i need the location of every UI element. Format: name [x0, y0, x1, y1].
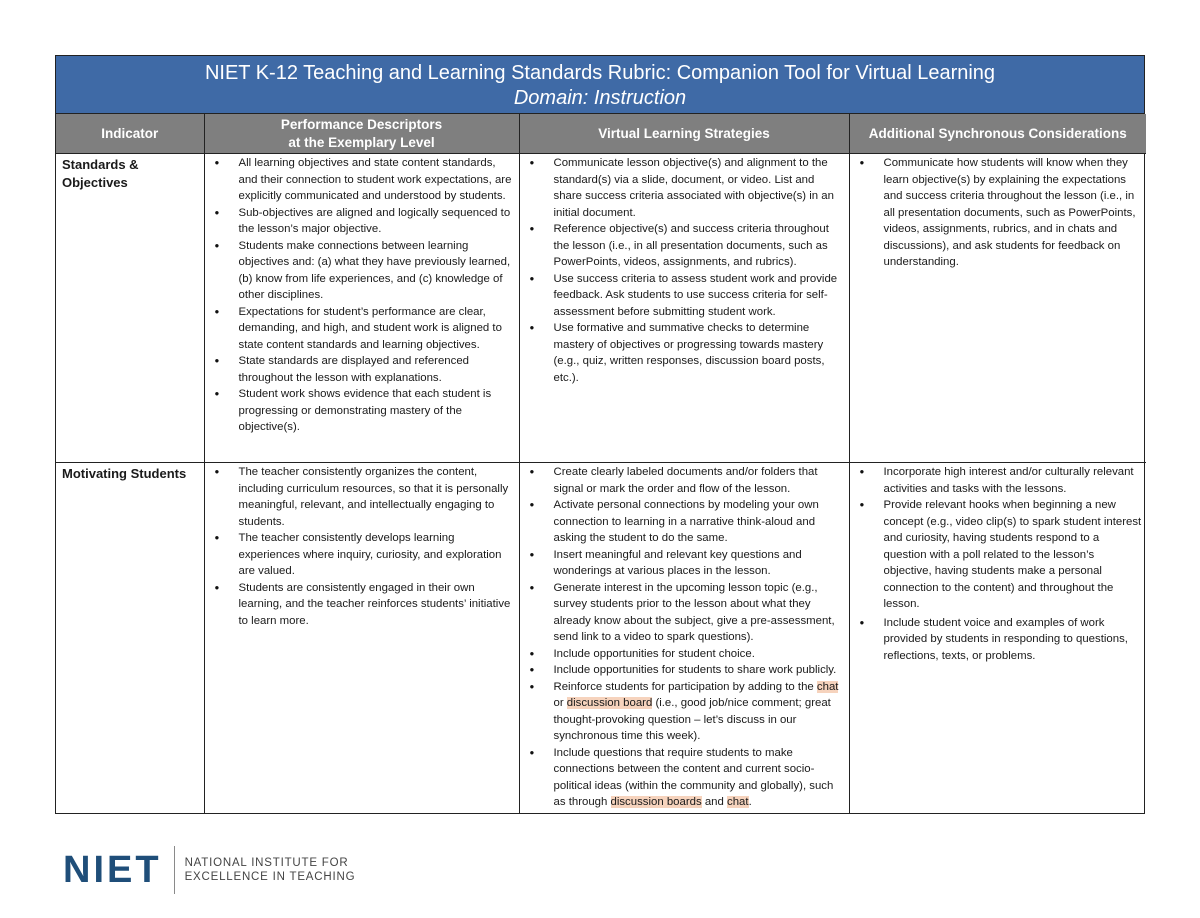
indicator-motivating-students: Motivating Students — [56, 463, 204, 813]
highlight-chat: chat — [816, 680, 839, 693]
list-item: ● Students make connections between learning objectives and: (a) what they have previously learned, (b) know from life experiences, and (c) knowledge of other disciplines. — [209, 238, 515, 304]
text-segment: or — [553, 697, 567, 709]
list-item: ● Student work shows evidence that each student is progressing or demonstrating mastery of the objective(s). — [209, 386, 515, 436]
document-title: NIET K-12 Teaching and Learning Standards Rubric: Companion Tool for Virtual Learning — [204, 62, 996, 84]
highlight-discussion-board: discussion board — [566, 697, 653, 709]
text-segment: . — [748, 796, 752, 808]
list-item: ● Communicate lesson objective(s) and alignment to the standard(s) via a slide, document, or video. List and share success criteria associated with objective(s) in an initial document. — [524, 155, 845, 221]
strategies-cell — [519, 463, 849, 813]
list-item: ● Sub-objectives are aligned and logically sequenced to the lesson’s major objective. — [209, 205, 515, 238]
header-row — [56, 114, 1146, 154]
logo-tagline — [185, 856, 356, 884]
strategies-cell — [519, 154, 849, 463]
text-segment: (i.e., good job/nice comment; great thought-provoking question – let’s discuss in our synchronous time this week). — [553, 697, 831, 742]
list-item: ● Provide relevant hooks when beginning a new concept (e.g., video clip(s) to spark student interest and curiosity, having students respond to a question with a poll related to the lesson’s objective, having students make a personal connection to the content) and throughout the lesson. — [854, 497, 1143, 613]
list-item: ● Reference objective(s) and success criteria throughout the lesson (i.e., in all presentation documents, such as PowerPoints, videos, assignments, and rubrics). — [524, 221, 845, 271]
synchronous-cell — [849, 154, 1146, 463]
text-segment: and — [701, 796, 728, 808]
list-item: ● Include opportunities for student choice. — [524, 646, 845, 663]
list-item: ● Create clearly labeled documents and/or folders that signal or mark the order and flow of the lesson. — [524, 464, 845, 497]
footer-logo — [63, 845, 355, 895]
list-item: ● Use success criteria to assess student work and provide feedback. Ask students to use success criteria for self-assessment before submitting student work. — [524, 271, 845, 321]
rubric-table-container — [55, 55, 1145, 814]
list-item: ● All learning objectives and state content standards, and their connection to student work expectations, are explicitly communicated and understood by students. — [209, 155, 515, 205]
list-item: ● Communicate how students will know when they learn objective(s) by explaining the expectations and success criteria throughout the lesson (i.e., in all presentation documents, such as PowerPoints, videos, assignments, rubrics, and in chats and discussions), and ask students for feedback on understanding. — [854, 155, 1143, 271]
header-descriptors-line1: Performance Descriptors — [280, 116, 443, 132]
descriptors-cell — [204, 154, 519, 463]
niet-logo: NIET — [63, 848, 162, 891]
header-synchronous: Additional Synchronous Considerations — [849, 114, 1146, 154]
table-row — [56, 154, 1146, 463]
list-item: ● State standards are displayed and referenced throughout the lesson with explanations. — [209, 353, 515, 386]
tagline-line2: EXCELLENCE IN TEACHING — [184, 871, 356, 883]
indicator-standards-objectives: Standards & Objectives — [56, 154, 204, 463]
descriptors-cell — [204, 463, 519, 813]
text-segment: Include questions that require students to make connections between the content and current socio-political ideas (within the community and globally), such as through — [553, 746, 834, 808]
list-item — [524, 745, 845, 811]
list-item: ● Students are consistently engaged in their own learning, and the teacher reinforces students’ initiative to learn more. — [209, 580, 515, 630]
list-item: ● Use formative and summative checks to determine mastery of objectives or progressing towards mastery (e.g., quiz, written responses, discussion board posts, etc.). — [524, 320, 845, 386]
list-item: ● Include opportunities for students to share work publicly. — [524, 662, 845, 679]
rubric-table — [56, 114, 1146, 813]
domain-subtitle: Domain: Instruction — [513, 87, 687, 109]
list-item: ● The teacher consistently develops learning experiences where inquiry, curiosity, and exploration are valued. — [209, 530, 515, 580]
header-strategies: Virtual Learning Strategies — [519, 114, 849, 154]
list-item: ● Generate interest in the upcoming lesson topic (e.g., survey students prior to the lesson about what they already know about the subject, give a pre-assessment, send link to a video to spark questions). — [524, 580, 845, 646]
list-item: ● Incorporate high interest and/or culturally relevant activities and tasks with the lessons. — [854, 464, 1143, 497]
tagline-line1: NATIONAL INSTITUTE FOR — [184, 857, 349, 869]
list-item: ● The teacher consistently organizes the content, including curriculum resources, so that it is personally meaningful, relevant, and intellectually engaging to students. — [209, 464, 515, 530]
list-item: ● Expectations for student’s performance are clear, demanding, and high, and student work is aligned to state content standards and learning objectives. — [209, 304, 515, 354]
logo-divider — [174, 846, 175, 894]
title-bar — [56, 56, 1144, 114]
list-item — [524, 679, 845, 745]
synchronous-cell — [849, 463, 1146, 813]
header-indicator: Indicator — [56, 114, 204, 154]
list-item: ● Activate personal connections by modeling your own connection to learning in a narrative think-aloud and asking the student to do the same. — [524, 497, 845, 547]
highlight-discussion-boards: discussion boards — [610, 796, 702, 808]
list-item: ● Include student voice and examples of work provided by students in responding to questions, reflections, texts, or problems. — [854, 615, 1143, 665]
text-segment: Reinforce students for participation by adding to the — [553, 680, 817, 693]
header-descriptors — [204, 114, 519, 154]
header-descriptors-line2: at the Exemplary Level — [288, 134, 435, 150]
list-item: ● Insert meaningful and relevant key questions and wonderings at various places in the lesson. — [524, 547, 845, 580]
highlight-chat: chat — [727, 796, 749, 808]
table-row — [56, 463, 1146, 813]
